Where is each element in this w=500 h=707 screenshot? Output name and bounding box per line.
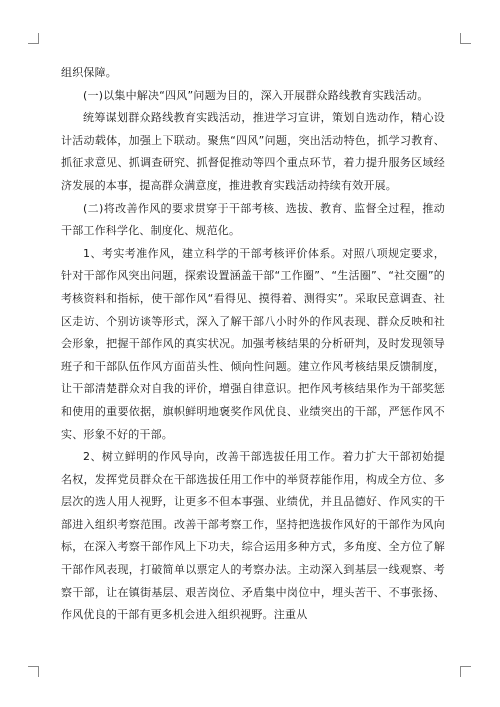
section-heading-two: (二)将改善作风的要求贯穿于干部考核、选拔、教育、监督全过程，推动干部工作科学化、制度化、规范化。 [61, 201, 445, 238]
crop-mark-bottom-right [460, 666, 471, 677]
paragraph-item-one: 1、考实考准作风，建立科学的干部考核评价体系。对照八项规定要求，针对干部作风突出问题，探索设置涵盖干部“工作圈”、“生活圈”、“社交圈”的考核资料和指标，使干部作风“看得见、摸得着、测得实”。采取民意调查、社区走访、个别访谈等形式，深入了解干部八小时外的作风表现、群众反映和社会形象，把握干部作风的真实状况。加强考核结果的分析研判，及时发现领导班子和干部队伍作风方面苗头性、倾向性问题。建立作风考核结果反馈制度，让干部清楚群众对自我的评价，增强自律意识。把作风考核结果作为干部奖惩和使用的重要依据，旗帜鲜明地褒奖作风优良、业绩突出的干部，严惩作风不实、形象不好的干部。 [61, 246, 445, 441]
crop-mark-top-right [460, 33, 471, 44]
paragraph-item-two: 2、树立鲜明的作风导向，改善干部选拔任用工作。着力扩大干部初始提名权，发挥党员群众在干部选拔任用工作中的举贤荐能作用，构成全方位、多层次的选人用人视野，让更多不但本事强、业绩优，并且品德好、作风实的干部进入组织考察范围。改善干部考察工作，坚持把选拔作风好的干部作为风向标，在深入考察干部作风上下功夫，综合运用多种方式，多角度、全方位了解干部作风表现，打破简单以票定人的考察办法。主动深入到基层一线观察、考察干部，让在镇街基层、艰苦岗位、矛盾集中岗位中，埋头苦干、不事张扬、作风优良的干部有更多机会进入组织视野。注重从 [61, 450, 445, 622]
crop-mark-bottom-left [28, 666, 39, 677]
section-heading-one: (一)以集中解决“四风”问题为目的，深入开展群众路线教育实践活动。 [83, 88, 429, 102]
paragraph-continuation: 组织保障。 [61, 66, 117, 79]
crop-mark-top-left [28, 33, 39, 44]
document-body [61, 62, 445, 627]
paragraph-body: 统筹谋划群众路线教育实践活动，推进学习宣讲，策划自选动作，精心设计活动载体，加强上下联动。聚焦“四风”问题，突出活动特色，抓学习教育、抓征求意见、抓调查研究、抓督促推动等四个重点环节，着力提升服务区域经济发展的本事，提高群众满意度，推进教育实践活动持续有效开展。 [61, 111, 445, 192]
